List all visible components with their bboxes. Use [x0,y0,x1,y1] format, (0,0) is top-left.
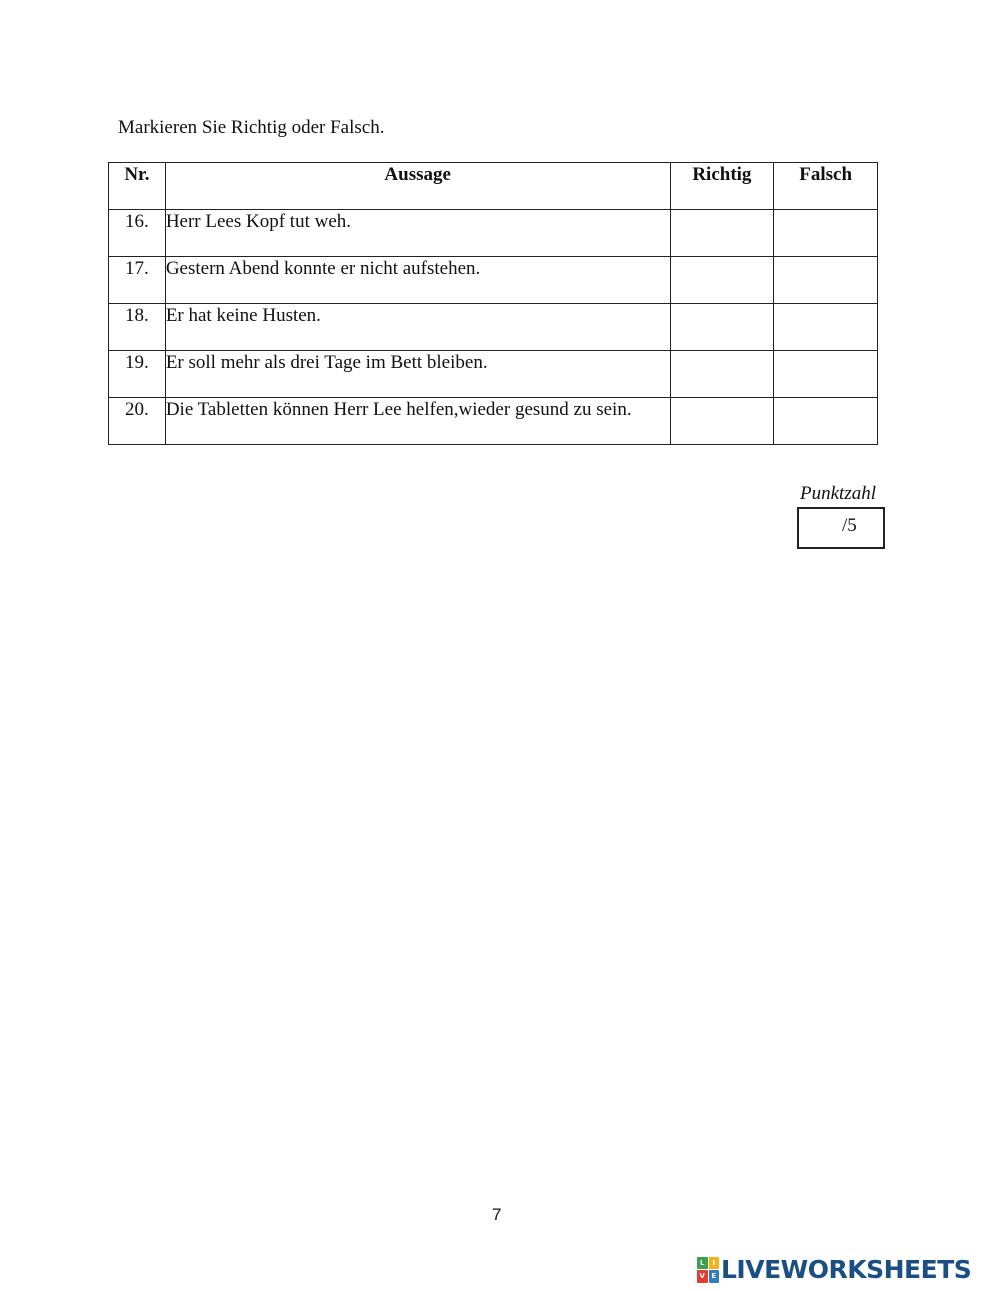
instruction-text: Markieren Sie Richtig oder Falsch. [118,117,385,138]
row-statement: Die Tabletten können Herr Lee helfen,wieder gesund zu sein. [165,398,670,445]
page-number: 7 [492,1205,502,1224]
row-statement: Gestern Abend konnte er nicht aufstehen. [165,257,670,304]
header-aussage: Aussage [165,163,670,210]
falsch-answer-cell[interactable] [774,304,878,351]
table-row [109,351,878,398]
score-value: /5 [842,515,857,536]
row-number: 16. [109,210,166,257]
richtig-answer-cell[interactable] [670,398,774,445]
table-row [109,304,878,351]
logo-letter: V [697,1270,708,1283]
score-label: Punktzahl [800,483,876,504]
table-header-row [109,163,878,210]
row-number: 19. [109,351,166,398]
true-false-table [108,162,878,445]
row-number: 17. [109,257,166,304]
falsch-answer-cell[interactable] [774,398,878,445]
header-nr: Nr. [109,163,166,210]
header-richtig: Richtig [670,163,774,210]
table-row [109,210,878,257]
richtig-answer-cell[interactable] [670,210,774,257]
row-number: 20. [109,398,166,445]
falsch-answer-cell[interactable] [774,351,878,398]
score-box[interactable] [797,507,885,549]
falsch-answer-cell[interactable] [774,210,878,257]
logo-letter: I [709,1257,720,1270]
liveworksheets-logo-icon [697,1257,719,1283]
row-statement: Er soll mehr als drei Tage im Bett bleiben. [165,351,670,398]
header-falsch: Falsch [774,163,878,210]
table-row [109,398,878,445]
table-row [109,257,878,304]
liveworksheets-brand [697,1255,971,1284]
logo-letter: L [697,1257,708,1270]
row-number: 18. [109,304,166,351]
row-statement: Er hat keine Husten. [165,304,670,351]
logo-letter: E [709,1270,720,1283]
falsch-answer-cell[interactable] [774,257,878,304]
richtig-answer-cell[interactable] [670,351,774,398]
richtig-answer-cell[interactable] [670,304,774,351]
brand-name: LIVEWORKSHEETS [721,1255,972,1284]
row-statement: Herr Lees Kopf tut weh. [165,210,670,257]
richtig-answer-cell[interactable] [670,257,774,304]
